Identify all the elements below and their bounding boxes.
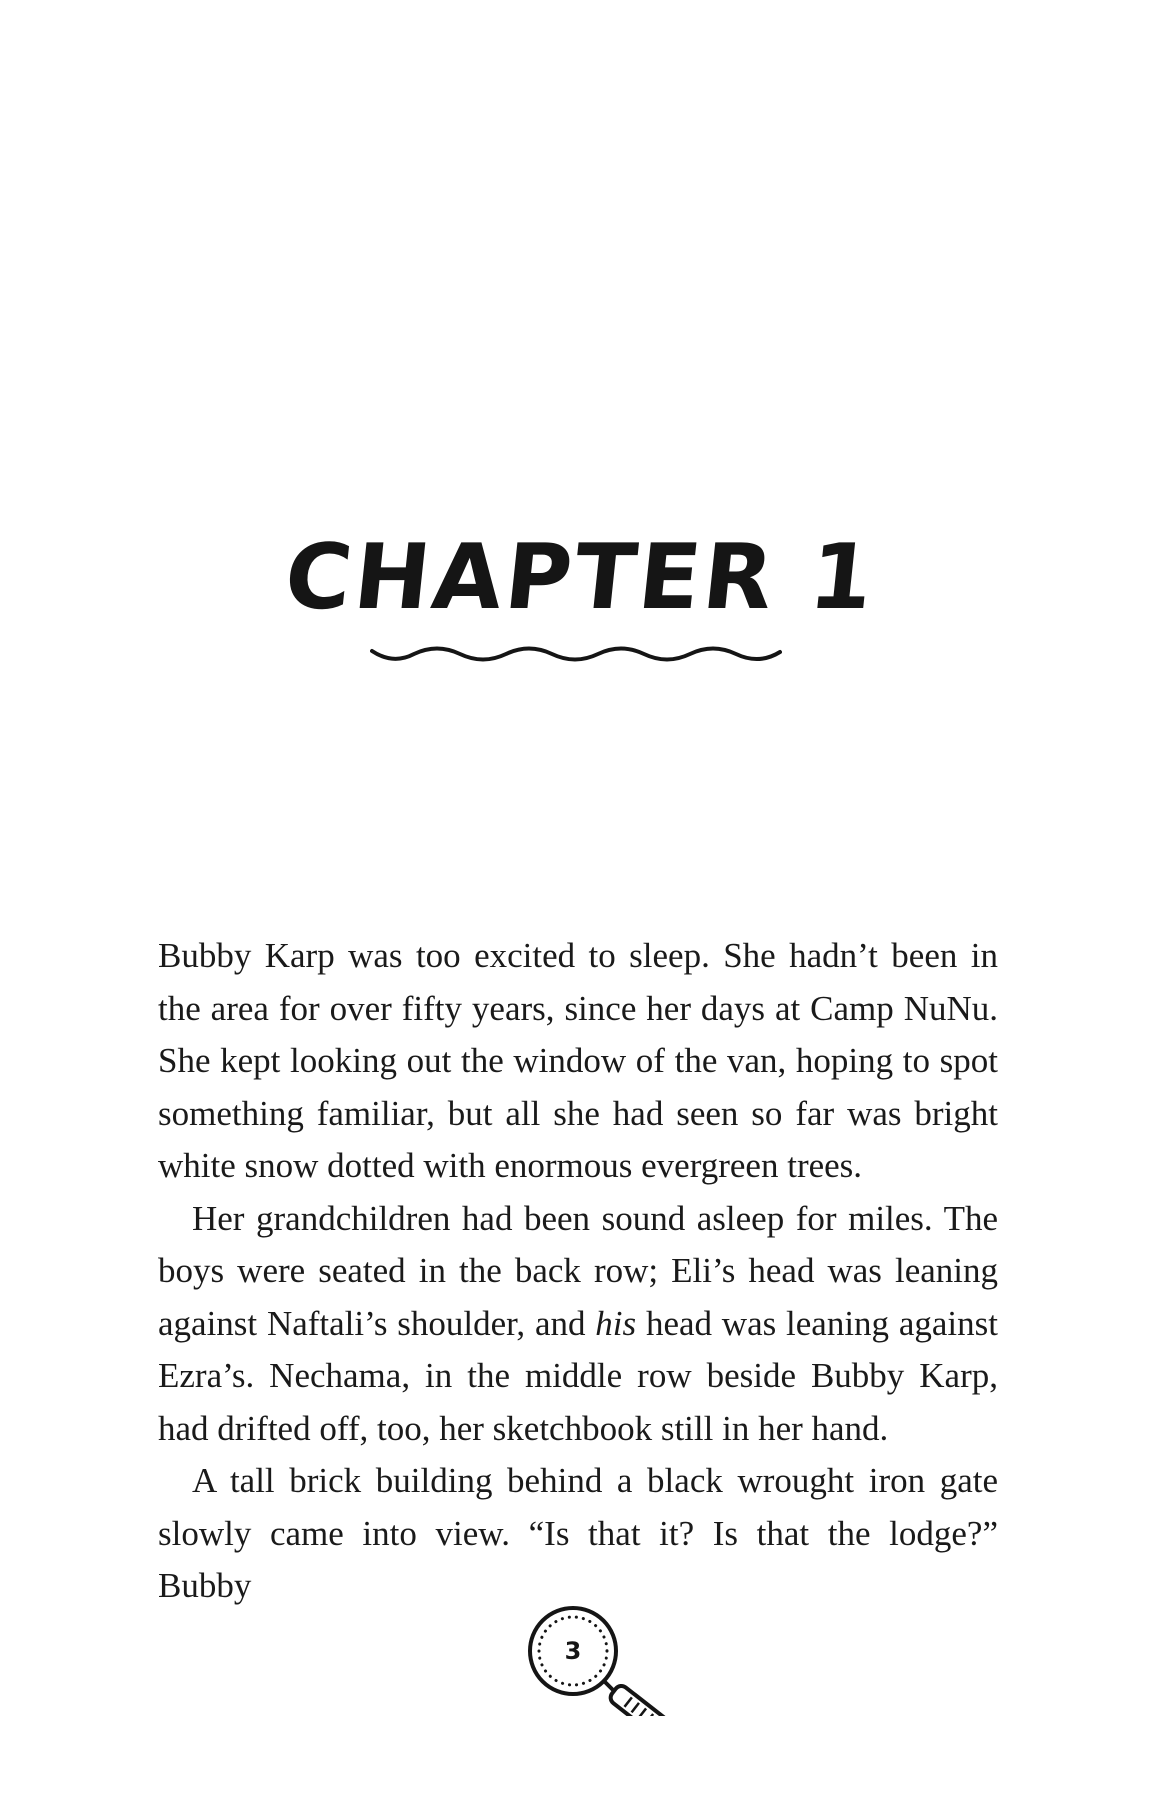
wavy-underline [370,643,782,665]
paragraph-2 [158,1193,998,1456]
paragraph-1: Bubby Karp was too excited to sleep. She hadn’t been in the area for over fifty years, since her days at Camp NuNu. She kept looking out the window of the van, hoping to spot something familiar, but all she had seen so far was bright white snow dotted with enormous evergreen trees. [158,936,998,1185]
page-folio [520,1596,680,1716]
paragraph-2-text-a: Her grandchildren had been sound asleep for miles. The boys were seated in the back row; Eli’s head was leaning against Naftali’s shoulder, and [158,1198,998,1343]
page-number: 3 [564,1637,582,1665]
paragraph-2-italic: his [595,1303,637,1343]
paragraph-3: A tall brick building behind a black wrought iron gate slowly came into view. “Is that it? Is that the lodge?” Bubby [158,1461,998,1605]
chapter-title: CHAPTER 1 [279,525,882,630]
paragraph-2-text-b: head was leaning against Ezra’s. Nechama, in the middle row beside Bubby Karp, had drifted off, too, her sketchbook still in her hand. [158,1303,998,1448]
chapter-body [158,930,998,1613]
